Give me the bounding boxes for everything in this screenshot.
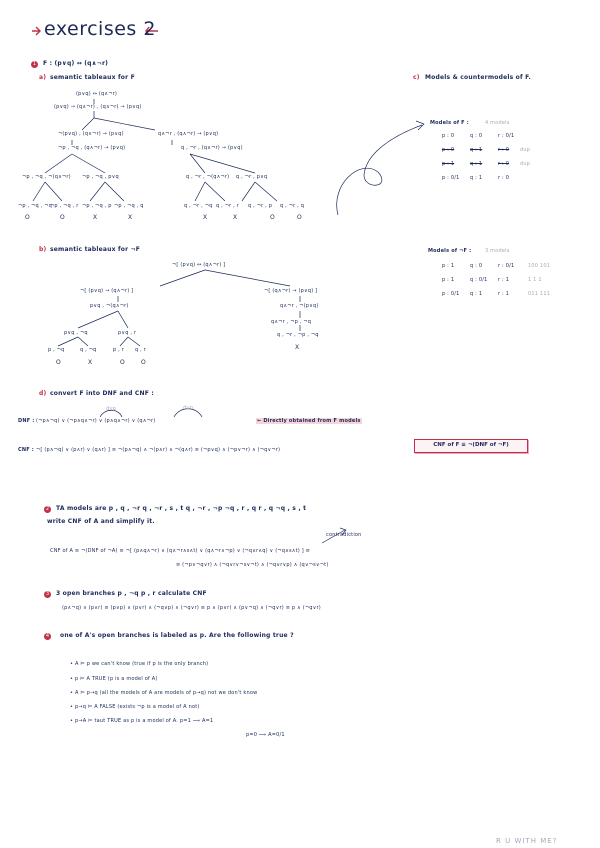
models-notf-count: 3 models xyxy=(485,248,510,254)
cnf-result-box: CNF of F ≡ ¬(DNF of ¬F) xyxy=(414,439,528,453)
models-f-count: 4 models xyxy=(485,120,510,126)
q4-question: one of A's open branches is labeled as p. Are the following true ? xyxy=(60,632,294,639)
tableau-a-leaf: q , ¬r , ¬q xyxy=(184,203,213,209)
footer-text: R U WITH ME? xyxy=(496,837,558,845)
tableau-b-left-3b: p∨q , r xyxy=(118,330,137,336)
q1c-label: c) xyxy=(413,74,420,81)
q1b-heading: semantic tableaux for ¬F xyxy=(50,246,141,253)
tableau-b-leaf: p , r xyxy=(113,347,124,353)
model-q: q : 1 xyxy=(470,291,483,297)
model-note: dup xyxy=(520,161,531,167)
question-4-number: 4 xyxy=(45,633,50,639)
model-p: p : 0/1 xyxy=(442,291,460,297)
model-r: r : 1 xyxy=(498,291,510,297)
branch-mark: O xyxy=(120,359,125,366)
q2-cnf-2: ≡ (¬p∨¬q∨r) ∧ (¬q∨r∨¬s∨¬t) ∧ (¬q∨r∨p) ∧ (q∨¬s∨¬t) xyxy=(176,562,329,568)
tableau-a-node-4: q , ¬r , ¬(q∧¬r) xyxy=(186,174,230,180)
model-q: q : 1 xyxy=(470,175,483,181)
model-p: p : 0 xyxy=(442,133,455,139)
cnf-formula: ¬[ (p∧¬q) ∨ (p∧r) ∨ (q∧r) ] ≡ ¬(p∧¬q) ∧ ¬(p∧r) ∧ ¬(q∧r) ≡ (¬p∨q) ∧ (¬p∨¬r) ∧ (¬q∨¬r) xyxy=(36,447,281,453)
q4-item: • A ⊨ p→q (all the models of A are models of p→q) not we don't know xyxy=(70,690,258,696)
models-f-label: Models of F : xyxy=(430,120,469,126)
model-q: q : 0 xyxy=(470,133,483,139)
tableau-a-leaf: q , ¬r , q xyxy=(280,203,305,209)
tableau-a-root: (p∨q) ↔ (q∧¬r) xyxy=(76,91,118,97)
model-r: r : 0 xyxy=(498,175,510,181)
tableau-a-leaf: ¬p , ¬q , p xyxy=(82,203,112,209)
q1a-heading: semantic tableaux for F xyxy=(50,74,135,81)
model-q: q : 1 xyxy=(470,147,483,153)
question-2-number: 2 xyxy=(45,506,50,512)
dnf-note: ← Directly obtained from F models xyxy=(257,418,361,424)
tableau-b-root: ¬[ (p∨q) ↔ (q∧¬r) ] xyxy=(172,262,226,268)
tableau-a-leaf: q , ¬r , r xyxy=(216,203,240,209)
branch-mark: O xyxy=(141,359,146,366)
tableau-b-right-3: q∧¬r , ¬p , ¬q xyxy=(271,319,312,325)
model-p: p : 1 xyxy=(442,263,455,269)
tableau-a-leaf: q , ¬r , p xyxy=(248,203,273,209)
q1d-heading: convert F into DNF and CNF : xyxy=(50,390,154,397)
branch-mark: O xyxy=(60,214,65,221)
model-note: 100 101 xyxy=(528,263,551,269)
tableau-b-left-1: ¬[ (p∨q) → (q∧¬r) ] xyxy=(80,288,134,294)
q4-item: • p→A ⊨ taut TRUE as p is a model of A. p=1 ⟹ A=1 xyxy=(70,718,214,724)
question-3-number: 3 xyxy=(45,591,50,597)
tableau-a-node-3-left: ¬p , ¬q , (q∧¬r) → (p∨q) xyxy=(58,145,126,151)
page-title: exercises 2 xyxy=(44,18,156,40)
branch-mark: O xyxy=(25,214,30,221)
tableau-b-leaf: q , ¬q xyxy=(80,347,97,353)
dup-note: dup xyxy=(183,405,194,411)
q4-item: • p ⊨ A TRUE (p is a model of A) xyxy=(70,676,158,682)
model-r: r : 0/1 xyxy=(498,263,515,269)
model-note: dup xyxy=(520,147,531,153)
model-note: 011 111 xyxy=(528,291,551,297)
tableau-a-node-4: q , ¬r , p∨q xyxy=(236,174,268,180)
tableau-b-right-4: q , ¬r , ¬p , ¬q xyxy=(277,332,319,338)
branch-mark: X xyxy=(128,214,133,221)
tableau-b-left-3a: p∨q , ¬q xyxy=(64,330,88,336)
q3-text: 3 open branches p , ¬q p , r calculate CNF xyxy=(56,590,207,597)
model-r: r : 1 xyxy=(498,277,510,283)
tableau-b-right-1: ¬[ (q∧¬r) → (p∨q) ] xyxy=(264,288,318,294)
model-r: r : 0/1 xyxy=(498,133,515,139)
models-notf-label: Models of ¬F : xyxy=(428,248,472,254)
branch-mark: X xyxy=(93,214,98,221)
tableau-a-node-3-right: q , ¬r , (q∧¬r) → (p∨q) xyxy=(181,145,243,151)
tableau-b-leaf: p , ¬q xyxy=(48,347,65,353)
q3-cnf: (p∧¬q) ∨ (p∧r) ≡ (p∨p) ∧ (p∨r) ∧ (¬q∨p) ∧ (¬q∨r) ≡ p ∧ (p∨r) ∧ (p∨¬q) ∧ (¬q∨r) ≡ p ∧ (¬q∨r) xyxy=(62,605,321,611)
branch-mark: X xyxy=(295,344,300,351)
branch-mark: O xyxy=(297,214,302,221)
contradiction-note: contradiction xyxy=(326,532,362,538)
q4-item-extra: p=0 ⟹ A=0/1 xyxy=(246,732,285,738)
q1a-label: a) xyxy=(39,74,47,81)
model-p: p : 0 xyxy=(442,147,455,153)
question-1-number: 1 xyxy=(32,61,37,67)
model-q: q : 1 xyxy=(470,161,483,167)
cnf-label: CNF : xyxy=(18,447,35,453)
tableau-a-node-4: ¬p , ¬q , ¬(q∧¬r) xyxy=(22,174,71,180)
model-q: q : 0 xyxy=(470,263,483,269)
q1c-heading: Models & countermodels of F. xyxy=(425,74,531,81)
model-q: q : 0/1 xyxy=(470,277,488,283)
branch-mark: X xyxy=(203,214,208,221)
q1d-label: d) xyxy=(39,390,47,397)
q2-line-1: TA models are p , q , ¬r q , ¬r , s , t q , ¬r , ¬p ¬q , r , q r , q ¬q , s , t xyxy=(56,505,307,512)
model-r: r : 0 xyxy=(498,147,510,153)
q4-item: • A ⊨ p we can't know (true if p is the only branch) xyxy=(70,661,209,667)
q2-cnf-1: CNF of A ≡ ¬(DNF of ¬A) ≡ ¬[ (p∧q∧¬r) ∨ (q∧¬r∧s∧t) ∨ (q∧¬r∧¬p) ∨ (¬q∧r∧q) ∨ (¬q∧s∧t) ] ≡ xyxy=(50,548,311,554)
model-note: 1 1 1 xyxy=(528,277,542,283)
dup-note: dup xyxy=(106,406,117,412)
q1b-label: b) xyxy=(39,246,47,253)
model-p: p : 1 xyxy=(442,161,455,167)
q4-item: • p→q ⊨ A FALSE (exists ¬p is a model of A not) xyxy=(70,704,200,710)
tableau-a-node-2-right: q∧¬r , (q∧¬r) → (p∨q) xyxy=(158,131,219,137)
tableau-a-node-2-left: ¬(p∨q) , (q∧¬r) → (p∨q) xyxy=(58,131,124,137)
dnf-formula: (¬p∧¬q) ∨ (¬p∧q∧¬r) ∨ (p∧q∧¬r) ∨ (q∧¬r) xyxy=(36,418,156,424)
branch-mark: X xyxy=(233,214,238,221)
tableau-a-leaf: ¬p , ¬q , q xyxy=(114,203,144,209)
branch-mark: X xyxy=(88,359,93,366)
tableau-b-leaf: q , r xyxy=(135,347,146,353)
tableau-a-leaf: ¬p , ¬q , r xyxy=(50,203,79,209)
model-p: p : 1 xyxy=(442,277,455,283)
tableau-a-leaf: ¬p , ¬q , ¬q xyxy=(18,203,53,209)
tableau-b-right-2: q∧¬r , ¬(p∨q) xyxy=(280,303,319,309)
q1-formula: F : (p∨q) ↔ (q∧¬r) xyxy=(43,60,109,67)
q2-line-2: write CNF of A and simplify it. xyxy=(47,518,155,525)
tableau-a-node-1: (p∨q) → (q∧¬r) , (q∧¬r) → (p∨q) xyxy=(54,104,142,110)
model-r: r : 0 xyxy=(498,161,510,167)
dnf-label: DNF : xyxy=(18,418,35,424)
tableau-a-node-4: ¬p , ¬q , p∨q xyxy=(82,174,119,180)
tableau-b-left-2: p∨q , ¬(q∧¬r) xyxy=(90,303,129,309)
branch-mark: O xyxy=(270,214,275,221)
branch-mark: O xyxy=(56,359,61,366)
model-p: p : 0/1 xyxy=(442,175,460,181)
